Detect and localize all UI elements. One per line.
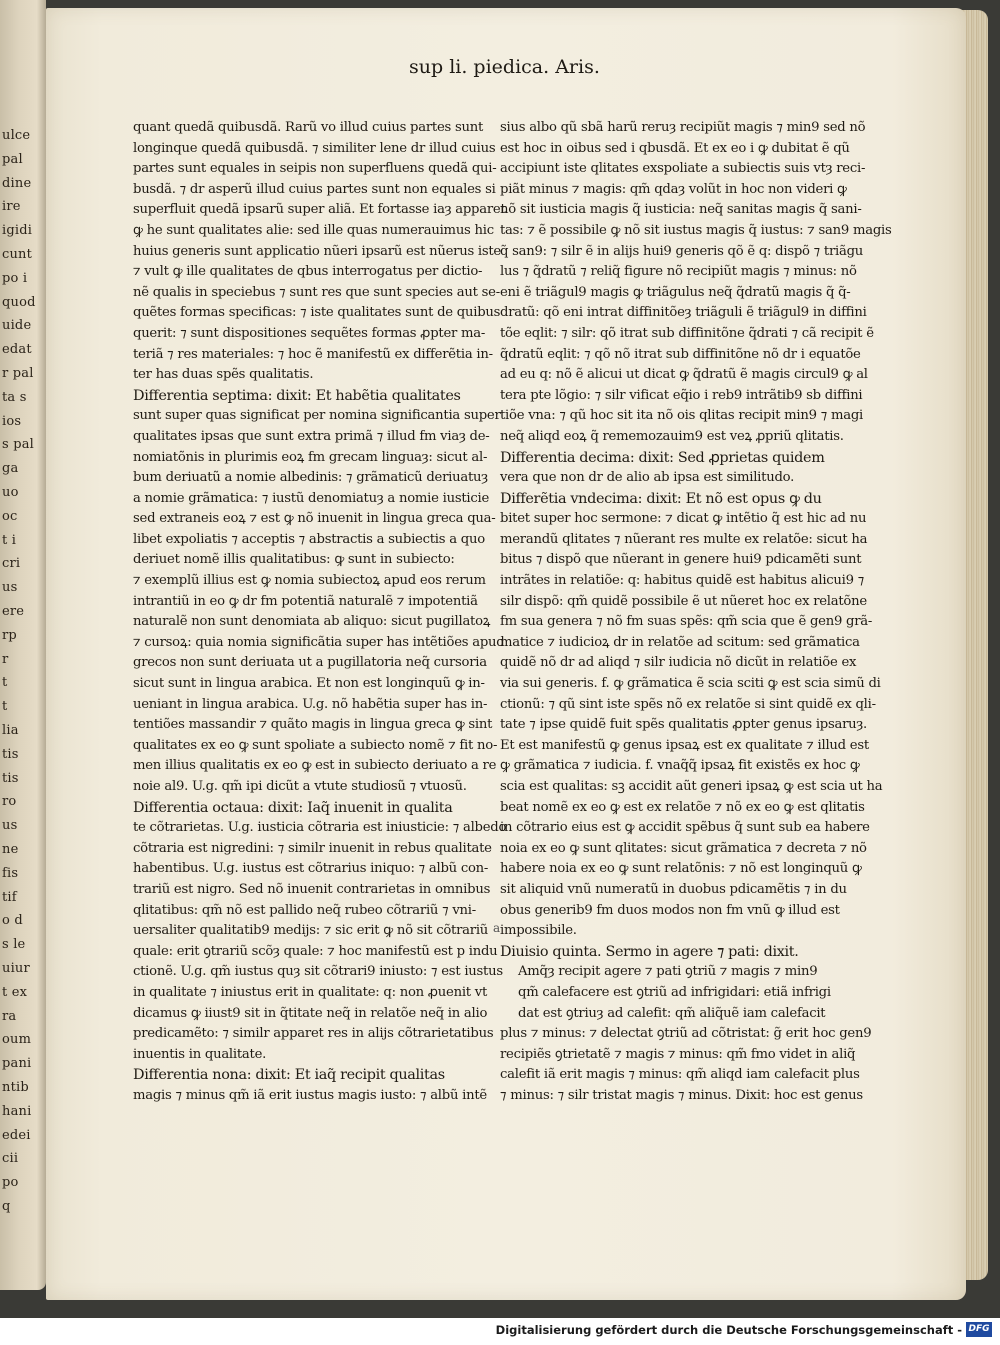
text-line: qm̃ calefacere est ꝯtriũ ad infrigidari: etiã infrigi [518, 984, 831, 1000]
text-column-right [500, 118, 892, 1107]
text-line: piãt minus ⁊ magis: qm̃ qdaȝ volũt in hoc non videri ꝙ [500, 181, 847, 197]
text-line: via sui generis. f. ꝙ grãmatica ẽ scia sciti ꝙ est scia simũ di [500, 676, 881, 692]
text-line: fm sua genera ⁊ nõ fm suas spẽs: qm̃ scia que ẽ gen9 grã- [500, 614, 873, 630]
text-line: habere noia ex eo ꝙ sunt relatõnis: ⁊ nõ est longinquũ ꝙ [500, 861, 862, 877]
text-line: ⁊ vult ꝙ ille qualitates de qbus interrogatus per dictio- [133, 264, 483, 280]
text-line: quale: erit ꝯtrariũ scõȝ quale: ⁊ hoc manifestũ est p indu [133, 943, 498, 959]
facing-page-fragment: oum [2, 1032, 32, 1048]
facing-page-fragment: ios [2, 413, 22, 429]
section-heading-line: Differentia septima: dixit: Et habẽtia qualitates [133, 387, 461, 404]
text-line: trariũ est nigro. Sed nõ inuenit contrarietas in omnibus [133, 881, 491, 897]
facing-page-fragment: ra [2, 1008, 17, 1024]
text-line: ueniant in lingua arabica. U.g. nõ habẽtia super has in- [133, 696, 488, 712]
text-line: cõtraria est nigredini: ⁊ similr inuenit in rebus qualitate [133, 840, 492, 856]
funding-note: Digitalisierung gefördert durch die Deutsche Forschungsgemeinschaft - [495, 1323, 962, 1337]
text-line: silr dispõ: qm̃ quidẽ possibile ẽ ut nũeret hoc ex relatõne [500, 593, 867, 609]
text-line: quidẽ nõ dr ad aliqd ⁊ silr iudicia nõ dicũt in relatiõe ex [500, 655, 857, 671]
facing-page-fragment: quod [2, 294, 36, 310]
text-line: habentibus. U.g. iustus est cõtrarius iniquo: ⁊ albũ con- [133, 861, 489, 877]
text-line: nõ sit iusticia magis q̃ iusticia: neq̃ sanitas magis q̃ sani- [500, 202, 862, 218]
text-line: quant quedã quibusdã. Rarũ vo illud cuius partes sunt [133, 120, 484, 135]
text-line: lus ⁊ q̃dratũ ⁊ reliq̃ figure nõ recipiũt magis ⁊ minus: nõ [500, 264, 857, 280]
facing-page-fragment: uide [2, 318, 32, 334]
text-line: matice ⁊ iudicioꝝ dr in relatõe ad scitum: sed grãmatica [500, 634, 860, 650]
facing-page-fragment: ulce [2, 128, 31, 143]
text-line: in cõtrario eius est ꝙ accidit spẽbus q̃ sunt sub ea habere [500, 820, 870, 836]
facing-page-fragment: ne [2, 842, 19, 857]
text-line: q̃ san9: ⁊ silr ẽ in alijs hui9 generis qõ ẽ q: dispõ ⁊ triãgu [500, 243, 864, 259]
text-line: predicamẽto: ⁊ similr apparet res in alijs cõtrarietatibus [133, 1026, 494, 1042]
text-line: calefit iã erit magis ⁊ minus: qm̃ aliqd iam calefacit plus [500, 1067, 860, 1083]
facing-page-fragment: oc [2, 508, 18, 524]
running-title: sup li. piedica. Aris. [409, 56, 600, 78]
facing-page-fragment: ro [2, 794, 17, 810]
text-line: bitus ⁊ dispõ que nũerant in genere hui9 pdicamẽti sunt [500, 552, 862, 568]
facing-page-fragment: dine [2, 175, 32, 191]
text-line: impossibile. [500, 923, 577, 939]
text-line: ctionẽ. U.g. qm̃ iustus quȝ sit cõtrari9 iniusto: ⁊ est iustus [133, 964, 503, 980]
facing-page-fragment: t [2, 675, 8, 691]
text-line: ꝙ he sunt qualitates alie: sed ille quas numerauimus hic [133, 222, 494, 238]
text-line: busdã. ⁊ dr asperũ illud cuius partes sunt non equales si [133, 181, 496, 197]
facing-page-fragment: fis [2, 865, 19, 881]
text-line: neq̃ aliqd eoꝝ q̃ rememozauim9 est veꝝ ꝓpriũ qlitatis. [500, 428, 844, 444]
text-line: men illius qualitatis ex eo ꝙ est in subiecto deriuato a re [133, 758, 497, 774]
text-line: qlitatibus: qm̃ nõ est pallido neq̃ rubeo cõtrariũ ⁊ vni- [133, 902, 476, 918]
text-line: a nomie grãmatica: ⁊ iustũ denomiatuȝ a nomie iusticie [133, 490, 490, 506]
facing-page-fragment: q [2, 1199, 11, 1214]
text-line: magis ⁊ minus qm̃ iã erit iustus magis iusto: ⁊ albũ intẽ [133, 1087, 487, 1103]
text-line: noie al9. U.g. qm̃ ipi dicũt a vtute studiosũ ⁊ vtuosũ. [133, 779, 467, 794]
text-line: ⁊ exemplũ illius est ꝙ nomia subiectoꝝ apud eos rerum [133, 573, 486, 589]
text-line: longinque quedã quibusdã. ⁊ similiter lene dr illud cuius [133, 140, 496, 156]
text-line: superfluit quedã ipsarũ super aliã. Et fortasse iaȝ apparet [133, 202, 506, 218]
text-line: querit: ⁊ sunt dispositiones sequẽtes formas ꝓpter ma- [133, 325, 486, 341]
text-line: intrantiũ in eo ꝙ dr fm potentiã naturalẽ ⁊ impotentiã [133, 593, 478, 609]
facing-page-fragment: tis [2, 746, 19, 762]
facing-page-fragment: uo [2, 485, 19, 500]
facing-page-fragment: pani [2, 1056, 32, 1072]
text-line: ctionũ: ⁊ qũ sint iste spẽs nõ ex relatõe si sint quidẽ ex qli- [500, 696, 876, 712]
text-line: tera pte lõgio: ⁊ silr vificat eq̃io i reb9 intrãtib9 sb diffini [500, 387, 863, 403]
text-line: nomiatõnis in plurimis eoꝝ fm grecam linguaȝ: sicut al- [133, 449, 488, 465]
text-line: nẽ qualis in speciebus ⁊ sunt res que sunt species aut se- [133, 284, 500, 300]
facing-page-edge [0, 0, 46, 1290]
facing-page-fragment: ta s [2, 389, 27, 405]
text-line: vera que non dr de alio ab ipsa est similitudo. [500, 470, 795, 486]
text-line: ad eu q: nõ ẽ alicui ut dicat ꝙ q̃dratũ ẽ magis circul9 ꝙ al [500, 367, 868, 383]
facing-page-fragment: tis [2, 770, 19, 786]
text-line: ⁊ cursoꝝ: quia nomia significãtia super has intẽtiões apud [133, 634, 505, 650]
facing-page-fragment: igidi [2, 223, 33, 239]
facing-page-fragment: tif [2, 889, 17, 905]
text-line: Et est manifestũ ꝙ genus ipsaꝝ est ex qualitate ⁊ illud est [500, 737, 869, 753]
facing-page-fragment: t ex [2, 984, 28, 1000]
facing-page-fragment: rp [2, 627, 17, 643]
text-line: bum deriuatũ a nomie albedinis: ⁊ grãmaticũ deriuatuȝ [133, 470, 488, 486]
text-line: grecos non sunt deriuata ut a pugillatoria neq̃ cursoria [133, 655, 487, 671]
text-line: dat est ꝯtriuȝ ad calefit: qm̃ aliq̃uẽ iam calefacit [518, 1005, 826, 1021]
facing-page-fragment: t i [2, 532, 17, 548]
facing-page-fragment: edei [2, 1127, 31, 1143]
facing-page-fragment: s le [2, 937, 26, 953]
facing-page-fragment: edat [2, 342, 32, 358]
facing-page-fragment: t [2, 699, 8, 715]
dfg-logo: DFG [966, 1322, 992, 1337]
text-line: tate ⁊ ipse quidẽ fuit spẽs qualitatis ꝓpter genus ipsaruȝ. [500, 717, 867, 733]
marginal-mark: a [493, 921, 501, 935]
facing-page-fragment: o d [2, 913, 23, 929]
text-line: qualitates ex eo ꝙ sunt spoliate a subiecto nomẽ ⁊ fit no- [133, 737, 498, 753]
text-line: sicut sunt in lingua arabica. Et non est longinquũ ꝙ in- [133, 676, 485, 692]
text-line: huius generis sunt applicatio nũeri ipsarũ est nũerus iste [133, 243, 501, 259]
text-line: recipiẽs ꝯtrietatẽ ⁊ magis ⁊ minus: qm̃ fmo videt in aliq̃ [500, 1046, 856, 1062]
facing-page-fragment: ga [2, 461, 19, 477]
text-line: deriuet nomẽ illis qualitatibus: ꝙ sunt in subiecto: [133, 552, 455, 568]
text-line: te cõtrarietas. U.g. iusticia cõtraria est iniusticie: ⁊ albedo [133, 820, 507, 836]
facing-page-fragment: us [2, 818, 18, 834]
facing-page-fragment: ere [2, 604, 25, 619]
facing-page-fragment: ire [2, 199, 21, 215]
facing-page-fragment: r [2, 651, 9, 667]
text-line: eni ẽ triãgul9 magis ꝙ triãgulus neq̃ q̃dratũ magis q̃ q̃- [500, 284, 851, 300]
text-line: ⁊ minus: ⁊ silr tristat magis ⁊ minus. Dixit: hoc est genus [500, 1087, 863, 1103]
text-line: quẽtes formas specificas: ⁊ iste qualitates sunt de quibus [133, 305, 501, 321]
text-line: qualitates ipsas que sunt extra primã ⁊ illud fm viaȝ de- [133, 428, 490, 444]
text-line: tiõe vna: ⁊ qũ hoc sit ita nõ ois qlitas recipit min9 ⁊ magi [500, 408, 864, 424]
text-line: tentiões massandir ⁊ quãto magis in lingua greca ꝙ sint [133, 717, 493, 733]
facing-page-fragment: hani [2, 1103, 32, 1119]
text-column-left [133, 118, 507, 1107]
section-heading-line: Differentia nona: dixit: Et iaq̃ recipit qualitas [133, 1067, 445, 1084]
text-line: bitet super hoc sermone: ⁊ dicat ꝙ intẽtio q̃ est hic ad nu [500, 511, 867, 527]
text-line: sed extraneis eoꝝ ⁊ est ꝙ nõ inuenit in lingua greca qua- [133, 511, 496, 527]
facing-page-fragment: ntib [2, 1080, 29, 1095]
text-line: naturalẽ non sunt denomiata ab aliquo: sicut pugillatoꝝ [133, 614, 491, 630]
text-line: est hoc in oibus sed i qbusdã. Et ex eo i ꝙ dubitat ẽ qũ [500, 140, 850, 156]
text-line: tõe eqlit: ⁊ silr: qõ itrat sub diffinitõne q̃drati ⁊ cã recipit ẽ [500, 325, 874, 341]
text-line: noia ex eo ꝙ sunt qlitates: sicut grãmatica ⁊ decreta ⁊ nõ [500, 840, 867, 856]
facing-page-fragment: cii [2, 1151, 19, 1167]
text-line: libet expoliatis ⁊ acceptis ⁊ abstractis a subiectis a quo [133, 531, 485, 547]
text-line: accipiunt iste qlitates exspoliate a subiectis suis vtȝ reci- [500, 161, 866, 177]
text-line: dratũ: qõ eni intrat diffinitõeȝ triãguli ẽ triãgul9 in diffini [500, 305, 867, 321]
text-line: partes sunt equales in seipis non superfluens quedã qui- [133, 161, 497, 177]
facing-page-fragment: s pal [2, 437, 35, 453]
text-line: dicamus ꝙ iiust9 sit in q̃titate neq̃ in relatõe neq̃ in alio [133, 1005, 488, 1021]
text-line: tas: ⁊ ẽ possibile ꝙ nõ sit iustus magis q̃ iustus: ⁊ san9 magis [500, 222, 892, 238]
text-line: sunt super quas significat per nomina significantia super [133, 408, 501, 424]
facing-page-fragment: lia [2, 723, 19, 738]
section-heading-line: Differẽtia vndecima: dixit: Et nõ est opus ꝙ du [500, 490, 822, 507]
text-line: intrãtes in relatiõe: q: habitus quidẽ est habitus alicui9 ⁊ [500, 573, 865, 589]
text-line: ter has duas spẽs qualitatis. [133, 367, 314, 383]
text-line: in qualitate ⁊ iniustus erit in qualitate: q: non ꝓuenit vt [133, 984, 488, 1000]
facing-page-fragment: po [2, 1175, 19, 1191]
text-line: teriã ⁊ res materiales: ⁊ hoc ẽ manifestũ ex differẽtia in- [133, 346, 493, 362]
section-heading-line: Differentia octaua: dixit: Iaq̃ inuenit in qualita [133, 799, 453, 816]
text-line: obus generib9 fm duos modos non fm vnũ ꝙ illud est [500, 902, 840, 918]
section-heading-line: Diuisio quinta. Sermo in agere ⁊ pati: dixit. [500, 943, 799, 960]
text-line: Amq̃ȝ recipit agere ⁊ pati ꝯtriũ ⁊ magis ⁊ min9 [518, 964, 818, 980]
text-line: plus ⁊ minus: ⁊ delectat ꝯtriũ ad cõtristat: g̃ erit hoc gen9 [500, 1026, 872, 1042]
facing-page-fragment: cri [2, 556, 21, 572]
text-line: sius albo qũ sbã harũ reruȝ recipiũt magis ⁊ min9 sed nõ [500, 120, 866, 135]
text-line: merandũ qlitates ⁊ nũerant res multe ex relatõe: sicut ha [500, 531, 868, 547]
text-line: inuentis in qualitate. [133, 1046, 267, 1062]
text-line: scia est qualitas: sꝫ accidit aũt generi ipsaꝝ ꝙ est scia ut ha [500, 779, 883, 794]
facing-page-fragment: pal [2, 151, 23, 167]
facing-page-fragment: r pal [2, 366, 34, 381]
facing-page-fragment: po i [2, 270, 28, 286]
text-line: beat nomẽ ex eo ꝙ est ex relatõe ⁊ nõ ex eo ꝙ est qlitatis [500, 799, 865, 815]
facing-page-fragment: uiur [2, 961, 30, 976]
text-line: sit aliquid vnũ numeratũ in duobus pdicamẽtis ⁊ in du [500, 881, 847, 897]
footer-bar [0, 1318, 1000, 1345]
facing-page-fragment: cunt [2, 247, 33, 262]
text-line: uersaliter qualitatib9 medijs: ⁊ sic erit ꝙ nõ sit cõtrariũ [133, 923, 489, 939]
text-line: q̃dratũ eqlit: ⁊ qõ nõ itrat sub diffinitõne nõ dr i equatõe [500, 346, 861, 362]
section-heading-line: Differentia decima: dixit: Sed ꝓprietas quidem [500, 449, 825, 466]
facing-page-fragment: us [2, 580, 18, 596]
text-line: ꝙ grãmatica ⁊ iudicia. f. vnaq̃q̃ ipsaꝝ fit existẽs ex hoc ꝙ [500, 758, 860, 774]
